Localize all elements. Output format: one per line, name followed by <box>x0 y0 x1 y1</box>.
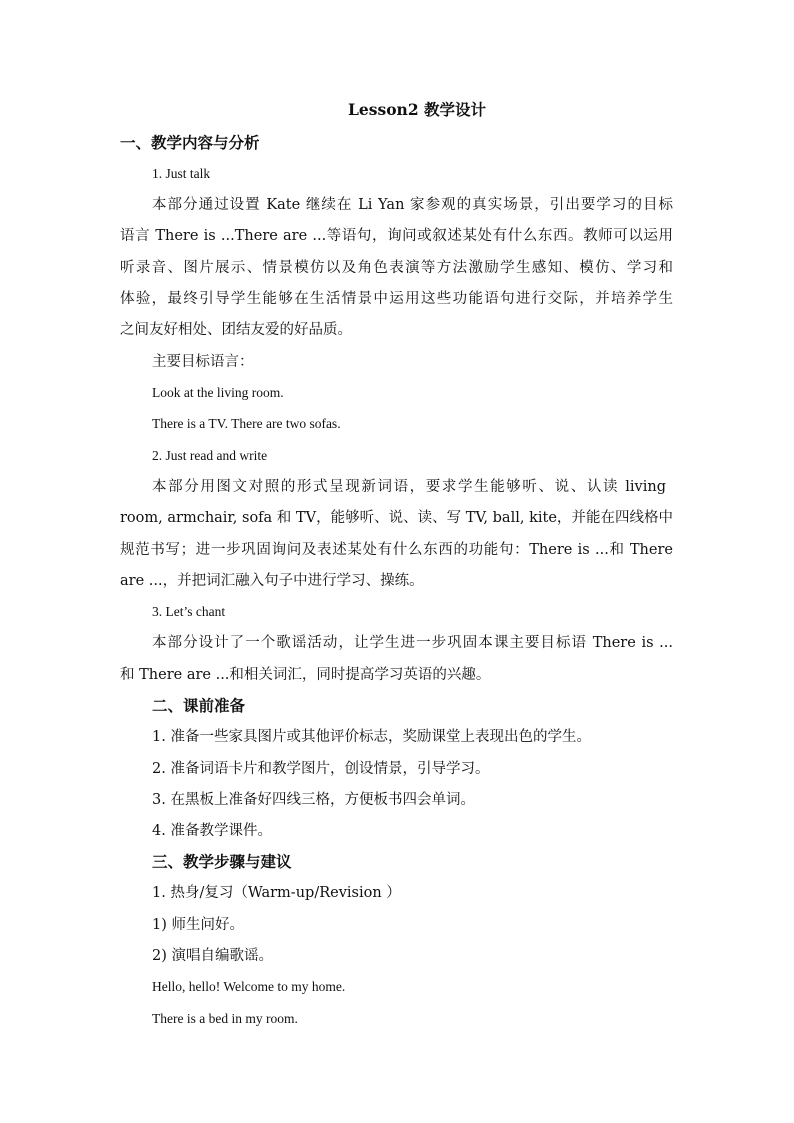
list-item: 2. 准备词语卡片和教学图片，创设情景，引导学习。 <box>152 761 490 777</box>
target-language-line: There is a TV. There are two sofas. <box>152 416 341 431</box>
item-read-write-title: 2. Just read and write <box>152 448 268 463</box>
paragraph-line: 本部分设计了一个歌谣活动，让学生进一步巩固本课主要目标语 There is ... <box>152 635 673 651</box>
chant-line: There is a bed in my room. <box>152 1011 298 1026</box>
item-chant-title: 3. Let’s chant <box>152 604 226 619</box>
list-item: 4. 准备教学课件。 <box>152 823 272 839</box>
paragraph-line: room, armchair, sofa 和 TV，能够听、说、读、写 TV, ball, kite，并能在四线格中 <box>120 510 673 526</box>
item-just-talk-title: 1. Just talk <box>152 166 211 181</box>
chant-line: Hello, hello! Welcome to my home. <box>152 979 346 994</box>
paragraph-line: 语言 There is ...There are ...等语句，询问或叙述某处有什么东西。教师可以运用 <box>120 228 673 244</box>
paragraph-line: 本部分通过设置 Kate 继续在 Li Yan 家参观的真实场景，引出要学习的目标 <box>152 197 673 213</box>
target-language-label: 主要目标语言： <box>152 354 254 370</box>
target-language-line: Look at the living room. <box>152 385 284 400</box>
paragraph-line: are ...，并把词汇融入句子中进行学习、操练。 <box>120 573 424 589</box>
paragraph-line: 和 There are ...和相关词汇，同时提高学习英语的兴趣。 <box>120 667 491 683</box>
list-item: 1. 准备一些家具图片或其他评价标志，奖励课堂上表现出色的学生。 <box>152 729 591 745</box>
paragraph-line: 听录音、图片展示、情景模仿以及角色表演等方法激励学生感知、模仿、学习和 <box>120 260 673 276</box>
paragraph-line: 本部分用图文对照的形式呈现新词语，要求学生能够听、说、认读 living <box>152 479 666 495</box>
sub-step: 1) 师生问好。 <box>152 917 244 933</box>
step-title: 1. 热身/复习（Warm-up/Revision ） <box>152 885 401 901</box>
paragraph-line: 之间友好相处、团结友爱的好品质。 <box>120 322 352 338</box>
paragraph-line: 规范书写；进一步巩固询问及表述某处有什么东西的功能句：There is ...和 There <box>120 542 673 558</box>
document-title: Lesson2 教学设计 <box>348 100 487 119</box>
section-heading-content-analysis: 一、教学内容与分析 <box>120 133 260 152</box>
paragraph-line: 体验，最终引导学生能够在生活情景中运用这些功能语句进行交际，并培养学生 <box>120 291 673 307</box>
sub-step: 2) 演唱自编歌谣。 <box>152 948 273 964</box>
section-heading-preparation: 二、课前准备 <box>152 696 246 715</box>
section-heading-teaching-steps: 三、教学步骤与建议 <box>152 852 292 871</box>
list-item: 3. 在黑板上准备好四线三格，方便板书四会单词。 <box>152 792 475 808</box>
